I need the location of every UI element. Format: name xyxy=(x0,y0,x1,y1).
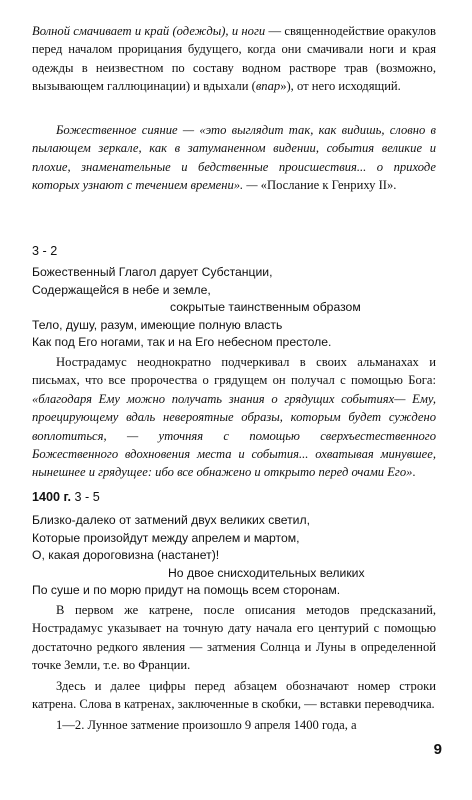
commentary-paragraph-6: 1—2. Лунное затмение произошло 9 апреля 1400 года, а xyxy=(56,718,357,732)
quatrain-number: 3 - 5 xyxy=(74,490,100,504)
page-number: 9 xyxy=(433,741,442,758)
verse-line: сокрытые таинственным образом xyxy=(170,300,361,315)
quatrain-heading-3-2: 3 - 2 xyxy=(32,244,58,258)
verse-line: Но двое снисходительных великих xyxy=(168,565,365,580)
verse-line: Тело, душу, разум, имеющие полную власть xyxy=(32,317,283,332)
year-label: 1400 г. xyxy=(32,490,71,504)
commentary-paragraph-4: В первом же катрене, после описания методов предсказаний, Нострадамус указывает на точную дату начала его центурий с помощью достаточно редкого явления — затмения Солнца и Луны в определенной точке Земли, т.е. во Франции. xyxy=(32,603,436,673)
commentary-paragraph-5: Здесь и далее цифры перед абзацем обозначают номер строки катрена. Слова в катренах, заключенные в скобки, — вставки переводчика. xyxy=(32,679,436,712)
source-reference: «Послание к Генриху II». xyxy=(257,178,397,193)
period: . xyxy=(412,465,416,480)
quatrain-3-5 xyxy=(32,512,442,600)
quatrain-3-2 xyxy=(32,264,442,352)
verse-line: Божественный Глагол дарует Субстанции, xyxy=(32,265,273,279)
commentary-paragraph-2 xyxy=(32,121,436,195)
verse-line: Которые произойдут между апрелем и мартом, xyxy=(32,530,300,545)
verse-line: Близко-далеко от затмений двух великих светил, xyxy=(32,513,310,527)
verse-line: По суше и по морю придут на помощь всем сторонам. xyxy=(32,583,341,598)
commentary-text: Нострадамус неоднократно подчеркивал в своих альманахах и письмах, что все пророчества о грядущем он получал с помощью Бога: xyxy=(32,355,436,388)
quoted-line: Волной смачивает и край (одежды), и ноги xyxy=(32,24,266,38)
commentary-paragraph-3 xyxy=(32,353,436,482)
verse-line: О, какая дороговизна (настанет)! xyxy=(32,548,220,563)
italic-quote: Божественное сияние — «это выглядит так, как видишь, словно в пылающем зеркале, как в затуманенном видении, события великие и плохие, знаменательные и бедственные происшествия... о приходе которых узнают с течением времени». — xyxy=(32,123,436,193)
commentary-paragraph-1 xyxy=(32,22,436,96)
commentary-text: — священнодействие оракулов перед началом прорицания будущего, когда они смачивали ноги и края одежды в неизвестном по составу водном растворе трав (возможно, вызывающем галлюцинации) и вдыхали ( xyxy=(32,24,436,94)
italic-word: впар xyxy=(255,79,281,94)
quatrain-heading-3-5 xyxy=(32,490,100,504)
commentary-text-end: »), от него исходящий. xyxy=(280,79,401,94)
verse-line: Содержащейся в небе и земле, xyxy=(32,282,211,297)
italic-quote: «благодаря Ему можно получать знания о грядущих событиях— Ему, проецирующему вдаль невероятные образы, которым будет суждено воплотиться, — уточняя с помощью сверхъестественного Божественного вдохновения места и события... охватывая минувшее, нынешнее и грядущее: ибо все обнажено и открыто перед очами Его» xyxy=(32,391,436,480)
verse-line: Как под Его ногами, так и на Его небесном престоле. xyxy=(32,335,332,350)
